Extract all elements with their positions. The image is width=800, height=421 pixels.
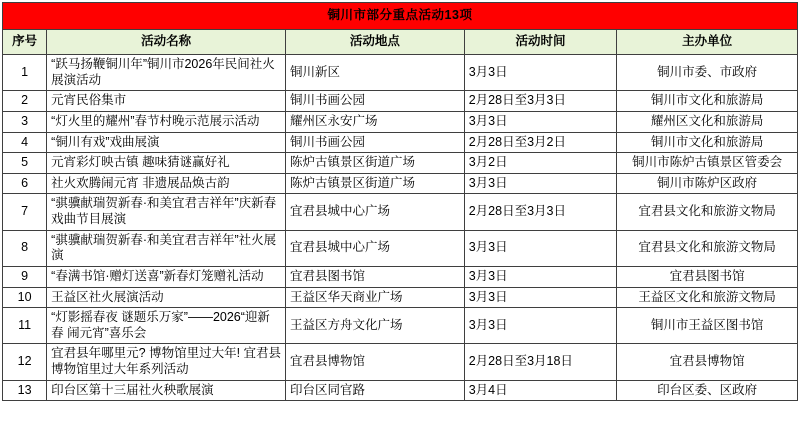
cell-index: 4	[3, 132, 47, 153]
cell-activity-place: 铜川新区	[286, 55, 465, 91]
cell-activity-place: 宜君县城中心广场	[286, 194, 465, 230]
cell-activity-name: 王益区社火展演活动	[47, 287, 286, 308]
cell-activity-place: 宜君县图书馆	[286, 266, 465, 287]
cell-index: 3	[3, 111, 47, 132]
table-row	[3, 380, 798, 401]
cell-activity-name: “跃马扬鞭铜川年”铜川市2026年民间社火展演活动	[47, 55, 286, 91]
cell-activity-name: 印台区第十三届社火秧歌展演	[47, 380, 286, 401]
page-title: 铜川市部分重点活动13项	[3, 3, 798, 30]
table-row	[3, 194, 798, 230]
table-row	[3, 111, 798, 132]
cell-activity-place: 王益区华天商业广场	[286, 287, 465, 308]
cell-activity-time: 3月4日	[464, 380, 617, 401]
table-row	[3, 230, 798, 266]
cell-index: 6	[3, 173, 47, 194]
cell-activity-name: 社火欢腾闹元宵 非遗展品焕古韵	[47, 173, 286, 194]
activity-table	[2, 2, 798, 401]
cell-activity-name: 元宵民俗集市	[47, 91, 286, 112]
cell-activity-time: 3月3日	[464, 230, 617, 266]
cell-index: 10	[3, 287, 47, 308]
title-row	[3, 3, 798, 30]
cell-activity-place: 铜川书画公园	[286, 91, 465, 112]
table-row	[3, 132, 798, 153]
cell-index: 11	[3, 308, 47, 344]
cell-activity-time: 3月3日	[464, 287, 617, 308]
cell-activity-time: 2月28日至3月3日	[464, 194, 617, 230]
table-row	[3, 153, 798, 174]
cell-activity-org: 宜君县文化和旅游文物局	[617, 194, 798, 230]
cell-index: 8	[3, 230, 47, 266]
table-row	[3, 266, 798, 287]
cell-activity-org: 宜君县博物馆	[617, 344, 798, 380]
cell-activity-place: 铜川书画公园	[286, 132, 465, 153]
cell-activity-place: 陈炉古镇景区街道广场	[286, 153, 465, 174]
cell-index: 13	[3, 380, 47, 401]
cell-activity-name: 宜君县年哪里元? 博物馆里过大年! 宜君县博物馆里过大年系列活动	[47, 344, 286, 380]
table-row	[3, 287, 798, 308]
column-header-org: 主办单位	[617, 30, 798, 55]
table-body	[3, 3, 798, 401]
cell-activity-org: 宜君县图书馆	[617, 266, 798, 287]
table-row	[3, 173, 798, 194]
cell-activity-time: 2月28日至3月3日	[464, 91, 617, 112]
column-header-place: 活动地点	[286, 30, 465, 55]
cell-activity-place: 陈炉古镇景区街道广场	[286, 173, 465, 194]
table-row	[3, 344, 798, 380]
cell-index: 5	[3, 153, 47, 174]
cell-activity-org: 宜君县文化和旅游文物局	[617, 230, 798, 266]
cell-activity-org: 铜川市文化和旅游局	[617, 91, 798, 112]
table-header-row	[3, 30, 798, 55]
cell-activity-name: “灯火里的耀州”春节村晚示范展示活动	[47, 111, 286, 132]
table-row	[3, 55, 798, 91]
table-row	[3, 308, 798, 344]
cell-activity-place: 印台区同官路	[286, 380, 465, 401]
column-header-index: 序号	[3, 30, 47, 55]
cell-activity-org: 印台区委、区政府	[617, 380, 798, 401]
cell-activity-place: 宜君县博物馆	[286, 344, 465, 380]
cell-activity-time: 3月3日	[464, 266, 617, 287]
cell-activity-place: 王益区方舟文化广场	[286, 308, 465, 344]
cell-index: 12	[3, 344, 47, 380]
cell-activity-name: “灯影摇春夜 谜题乐万家”——2026“迎新春 闹元宵”喜乐会	[47, 308, 286, 344]
cell-activity-time: 3月3日	[464, 308, 617, 344]
cell-index: 1	[3, 55, 47, 91]
cell-activity-org: 王益区文化和旅游文物局	[617, 287, 798, 308]
cell-activity-place: 耀州区永安广场	[286, 111, 465, 132]
cell-index: 7	[3, 194, 47, 230]
cell-activity-time: 2月28日至3月2日	[464, 132, 617, 153]
cell-index: 9	[3, 266, 47, 287]
cell-activity-name: “骐骥献瑞贺新春·和美宜君吉祥年”庆新春戏曲节目展演	[47, 194, 286, 230]
cell-activity-name: “春满书馆·赠灯送喜”新春灯笼赠礼活动	[47, 266, 286, 287]
cell-activity-time: 3月2日	[464, 153, 617, 174]
cell-activity-org: 铜川市陈炉古镇景区管委会	[617, 153, 798, 174]
cell-activity-org: 耀州区文化和旅游局	[617, 111, 798, 132]
cell-activity-org: 铜川市王益区图书馆	[617, 308, 798, 344]
cell-activity-name: “骐骥献瑞贺新春·和美宜君吉祥年”社火展演	[47, 230, 286, 266]
cell-activity-org: 铜川市委、市政府	[617, 55, 798, 91]
column-header-time: 活动时间	[464, 30, 617, 55]
table-row	[3, 91, 798, 112]
cell-activity-name: “铜川有戏”戏曲展演	[47, 132, 286, 153]
cell-activity-place: 宜君县城中心广场	[286, 230, 465, 266]
column-header-name: 活动名称	[47, 30, 286, 55]
cell-activity-time: 3月3日	[464, 111, 617, 132]
cell-activity-name: 元宵彩灯映古镇 趣味猜谜赢好礼	[47, 153, 286, 174]
cell-activity-org: 铜川市陈炉区政府	[617, 173, 798, 194]
cell-activity-org: 铜川市文化和旅游局	[617, 132, 798, 153]
cell-activity-time: 2月28日至3月18日	[464, 344, 617, 380]
cell-activity-time: 3月3日	[464, 173, 617, 194]
cell-activity-time: 3月3日	[464, 55, 617, 91]
cell-index: 2	[3, 91, 47, 112]
